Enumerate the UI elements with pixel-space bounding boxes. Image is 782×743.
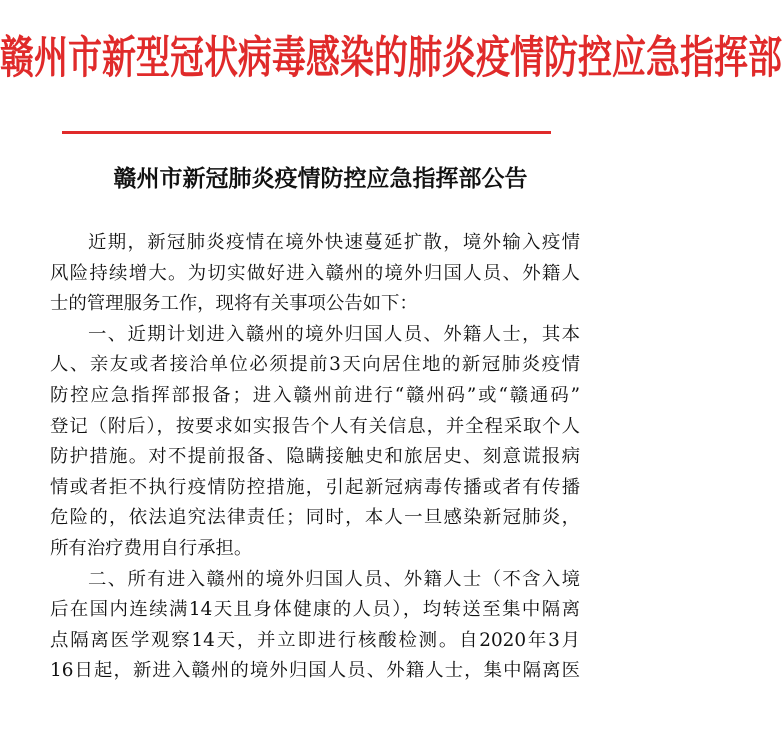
paragraph-line: 防护措施。对不提前报备、隐瞒接触史和旅居史、刻意谎报病 <box>50 446 580 468</box>
paragraph-line: 近期，新冠肺炎疫情在境外快速蔓延扩散，境外输入疫情 <box>88 232 580 253</box>
paragraph-line: 点隔离医学观察14天，并立即进行核酸检测。自2020年3月 <box>50 629 580 651</box>
paragraph-line: 情或者拒不执行疫情防控措施，引起新冠病毒传播或者有传播 <box>50 476 580 498</box>
paragraph-line: 后在国内连续满14天且身体健康的人员），均转送至集中隔离 <box>50 599 580 621</box>
paragraph-line: 16日起，新进入赣州的境外归国人员、外籍人士，集中隔离医 <box>50 660 580 682</box>
paragraph-line: 防控应急指挥部报备；进入赣州前进行“赣州码”或“赣通码” <box>50 384 580 406</box>
document-body <box>50 228 580 687</box>
paragraph-line: 所有治疗费用自行承担。 <box>50 537 253 559</box>
paragraph-line: 士的管理服务工作，现将有关事项公告如下： <box>50 293 418 315</box>
paragraph-line: 登记（附后），按要求如实报告个人有关信息，并全程采取个人 <box>50 415 580 437</box>
paragraph-line: 一、近期计划进入赣州的境外归国人员、外籍人士，其本 <box>88 323 580 345</box>
paragraph-line: 危险的，依法追究法律责任；同时，本人一旦感染新冠肺炎， <box>50 507 580 529</box>
masthead-title: 赣州市新型冠状病毒感染的肺炎疫情防控应急指挥部 <box>0 32 782 85</box>
document-title: 赣州市新冠肺炎疫情防控应急指挥部公告 <box>113 165 528 192</box>
red-divider-line <box>62 131 551 134</box>
paragraph-line: 人、亲友或者接洽单位必须提前3天向居住地的新冠肺炎疫情 <box>50 354 580 376</box>
paragraph-line: 风险持续增大。为切实做好进入赣州的境外归国人员、外籍人 <box>50 262 580 284</box>
paragraph-line: 二、所有进入赣州的境外归国人员、外籍人士（不含入境 <box>88 568 580 590</box>
